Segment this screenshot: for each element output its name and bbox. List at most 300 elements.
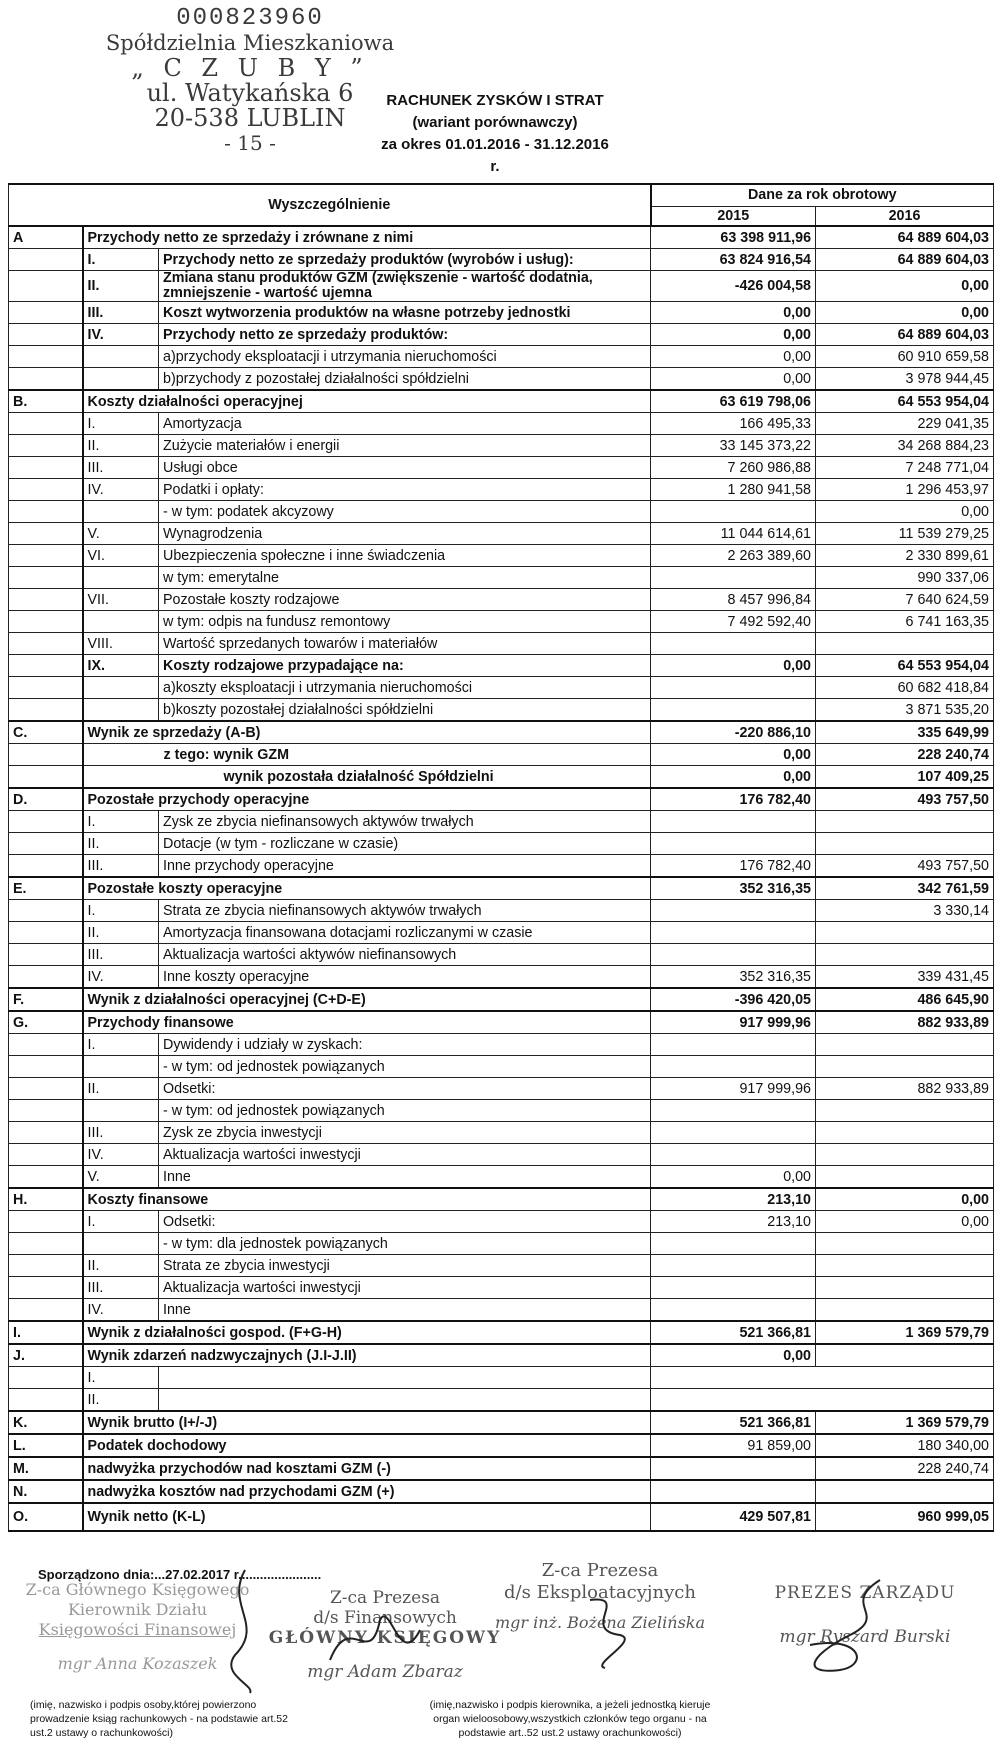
row-roman-index: IV.	[83, 479, 159, 501]
row-section-letter: I.	[9, 1321, 83, 1344]
table-row	[9, 1166, 994, 1189]
row-section-letter	[9, 1389, 83, 1412]
row-section-letter	[9, 1233, 83, 1255]
table-row	[9, 368, 994, 391]
value-2016: 7 640 624,59	[816, 589, 994, 611]
row-label: Odsetki:	[159, 1078, 651, 1100]
table-row	[9, 1344, 994, 1367]
value-2016: 6 741 163,35	[816, 611, 994, 633]
row-roman-index: II.	[83, 922, 159, 944]
value-2015	[651, 1100, 816, 1122]
row-roman-index: I.	[83, 413, 159, 435]
row-section-letter: L.	[9, 1434, 83, 1457]
value-2016: 180 340,00	[816, 1434, 994, 1457]
value-2015	[651, 1233, 816, 1255]
row-label: a)koszty eksploatacji i utrzymania nieruchomości	[159, 677, 651, 699]
row-label: Zysk ze zbycia inwestycji	[159, 1122, 651, 1144]
value-2016	[816, 922, 994, 944]
value-2016: 3 330,14	[816, 900, 994, 922]
note-accountant: (imię, nazwisko i podpis osoby,której powierzono prowadzenie ksiąg rachunkowych - na podstawie art.52 ust.2 ustawy o rachunkowości)	[30, 1699, 288, 1739]
row-label: Wynik z działalności gospod. (F+G-H)	[83, 1321, 651, 1344]
table-row	[9, 413, 994, 435]
row-label: Wynik ze sprzedaży (A-B)	[83, 721, 651, 744]
row-label	[159, 1367, 651, 1389]
row-section-letter	[9, 944, 83, 966]
row-section-letter	[9, 1367, 83, 1389]
value-2016: 60 910 659,58	[816, 346, 994, 368]
row-roman-index: V.	[83, 1166, 159, 1189]
value-2015: 0,00	[651, 744, 816, 766]
value-2016: 1 369 579,79	[816, 1411, 994, 1434]
value-2015	[651, 633, 816, 655]
value-2016	[816, 1100, 994, 1122]
row-roman-index: IV.	[83, 1144, 159, 1166]
document-title	[375, 90, 615, 178]
table-row	[9, 249, 994, 271]
row-roman-index: IV.	[83, 324, 159, 346]
table-row	[9, 1255, 994, 1277]
value-2016: 107 409,25	[816, 766, 994, 789]
row-section-letter	[9, 1056, 83, 1078]
table-row	[9, 567, 994, 589]
row-label: a)przychody eksploatacji i utrzymania nieruchomości	[159, 346, 651, 368]
table-row	[9, 226, 994, 249]
value-2016	[816, 1277, 994, 1299]
value-2015	[651, 677, 816, 699]
value-2016: 229 041,35	[816, 413, 994, 435]
value-2016: 486 645,90	[816, 988, 994, 1011]
value-2015: 521 366,81	[651, 1411, 816, 1434]
value-2016: 0,00	[816, 1188, 994, 1211]
value-2016: 7 248 771,04	[816, 457, 994, 479]
table-row	[9, 833, 994, 855]
table-row	[9, 501, 994, 523]
value-2015: 63 824 916,54	[651, 249, 816, 271]
row-roman-index	[83, 567, 159, 589]
table-row	[9, 302, 994, 324]
row-label: Koszt wytworzenia produktów na własne potrzeby jednostki	[159, 302, 651, 324]
table-row	[9, 1277, 994, 1299]
row-label: - w tym: dla jednostek powiązanych	[159, 1233, 651, 1255]
row-roman-index	[83, 677, 159, 699]
row-section-letter	[9, 855, 83, 878]
statement-rows	[9, 226, 994, 1531]
stamp-org-short: „ C Z U B Y ”	[131, 54, 369, 82]
table-row	[9, 1078, 994, 1100]
value-2015	[651, 1144, 816, 1166]
row-roman-index: III.	[83, 1277, 159, 1299]
row-roman-index: IV.	[83, 966, 159, 989]
value-2015	[651, 567, 816, 589]
row-section-letter: F.	[9, 988, 83, 1011]
value-2015: 176 782,40	[651, 855, 816, 878]
value-2015	[651, 900, 816, 922]
row-label: nadwyżka przychodów nad kosztami GZM (-)	[83, 1457, 651, 1480]
row-label: Przychody netto ze sprzedaży produktów (wyrobów i usług):	[159, 249, 651, 271]
table-row	[9, 699, 994, 722]
row-section-letter	[9, 567, 83, 589]
stamp-street: ul. Watykańska 6	[146, 79, 354, 107]
row-label: Przychody finansowe	[83, 1011, 651, 1034]
value-2015	[651, 1122, 816, 1144]
table-row	[9, 523, 994, 545]
table-row	[9, 435, 994, 457]
row-roman-index: II.	[83, 1255, 159, 1277]
row-section-letter: B.	[9, 390, 83, 413]
signature-4-icon	[780, 1575, 900, 1685]
value-2016: 11 539 279,25	[816, 523, 994, 545]
stamp-page: - 15 -	[224, 131, 276, 155]
value-2015	[651, 1034, 816, 1056]
row-section-letter	[9, 589, 83, 611]
signature-1-icon	[215, 1565, 275, 1695]
value-2015: 8 457 996,84	[651, 589, 816, 611]
row-section-letter: N.	[9, 1480, 83, 1503]
value-2015	[651, 811, 816, 833]
table-row	[9, 545, 994, 567]
row-roman-index	[83, 611, 159, 633]
value-2016	[816, 1144, 994, 1166]
row-section-letter	[9, 249, 83, 271]
row-section-letter: M.	[9, 1457, 83, 1480]
row-section-letter	[9, 368, 83, 391]
value-2015: 1 280 941,58	[651, 479, 816, 501]
row-label: Dotacje (w tym - rozliczane w czasie)	[159, 833, 651, 855]
table-row	[9, 1367, 994, 1389]
row-label: Koszty rodzajowe przypadające na:	[159, 655, 651, 677]
row-roman-index	[83, 1100, 159, 1122]
title-variant: (wariant porównawczy)	[412, 114, 578, 131]
row-section-letter	[9, 655, 83, 677]
value-2015	[651, 922, 816, 944]
row-label: Dywidendy i udziały w zyskach:	[159, 1034, 651, 1056]
row-roman-index: I.	[83, 1367, 159, 1389]
row-label	[159, 1389, 651, 1412]
signature-3-icon	[570, 1590, 640, 1670]
value-2016: 64 553 954,04	[816, 390, 994, 413]
value-2016	[816, 1233, 994, 1255]
income-statement-table	[8, 183, 994, 1532]
row-roman-index: I.	[83, 900, 159, 922]
row-section-letter: H.	[9, 1188, 83, 1211]
table-row	[9, 457, 994, 479]
signature-footer	[0, 1560, 1000, 1744]
row-section-letter	[9, 677, 83, 699]
value-2015	[651, 1367, 816, 1389]
value-2015: 0,00	[651, 346, 816, 368]
value-2016	[816, 1389, 994, 1412]
row-section-letter	[9, 1255, 83, 1277]
row-label: b)przychody z pozostałej działalności spółdzielni	[159, 368, 651, 391]
title-period: za okres 01.01.2016 - 31.12.2016 r.	[381, 136, 609, 175]
value-2015: 166 495,33	[651, 413, 816, 435]
row-section-letter	[9, 545, 83, 567]
value-2015	[651, 501, 816, 523]
row-roman-index: VI.	[83, 545, 159, 567]
row-section-letter	[9, 435, 83, 457]
value-2016	[816, 811, 994, 833]
value-2015: 0,00	[651, 655, 816, 677]
row-label: Amortyzacja	[159, 413, 651, 435]
table-row	[9, 1503, 994, 1531]
table-row	[9, 900, 994, 922]
table-row	[9, 744, 994, 766]
note-management: (imię,nazwisko i podpis kierownika, a jeżeli jednostką kieruje organ wieloosobowy,wszystkich członków tego organu - na podstawie art..52 ust.2 ustawy orachunkowości)	[429, 1699, 711, 1739]
value-2015: -426 004,58	[651, 271, 816, 302]
row-section-letter	[9, 744, 83, 766]
row-label: Przychody netto ze sprzedaży i zrównane z nimi	[83, 226, 651, 249]
table-row	[9, 1011, 994, 1034]
value-2015	[651, 1480, 816, 1503]
row-section-letter: D.	[9, 788, 83, 811]
header-year-2016: 2016	[816, 206, 994, 226]
row-section-letter	[9, 479, 83, 501]
value-2016	[816, 1056, 994, 1078]
row-roman-index: I.	[83, 1211, 159, 1233]
row-label: wynik pozostała działalność Spółdzielni	[83, 766, 651, 789]
value-2016	[816, 944, 994, 966]
row-section-letter: E.	[9, 877, 83, 900]
row-label: - w tym: od jednostek powiązanych	[159, 1100, 651, 1122]
table-row	[9, 1034, 994, 1056]
row-label: Strata ze zbycia niefinansowych aktywów trwałych	[159, 900, 651, 922]
row-label: Aktualizacja wartości aktywów niefinansowych	[159, 944, 651, 966]
row-section-letter	[9, 1277, 83, 1299]
row-label: Koszty finansowe	[83, 1188, 651, 1211]
value-2015	[651, 1389, 816, 1412]
value-2015	[651, 699, 816, 722]
value-2016	[816, 1166, 994, 1189]
row-label: Podatki i opłaty:	[159, 479, 651, 501]
value-2015: 11 044 614,61	[651, 523, 816, 545]
row-label: Pozostałe przychody operacyjne	[83, 788, 651, 811]
row-roman-index: I.	[83, 1034, 159, 1056]
value-2015: 0,00	[651, 766, 816, 789]
row-section-letter	[9, 302, 83, 324]
table-row	[9, 479, 994, 501]
value-2015	[651, 1299, 816, 1322]
row-roman-index	[83, 368, 159, 391]
value-2016: 0,00	[816, 1211, 994, 1233]
row-section-letter	[9, 413, 83, 435]
row-section-letter	[9, 324, 83, 346]
value-2015: 33 145 373,22	[651, 435, 816, 457]
value-2016	[816, 633, 994, 655]
value-2016: 64 889 604,03	[816, 324, 994, 346]
value-2016: 2 330 899,61	[816, 545, 994, 567]
table-row	[9, 1434, 994, 1457]
value-2016: 3 871 535,20	[816, 699, 994, 722]
row-section-letter	[9, 1166, 83, 1189]
row-label: b)koszty pozostałej działalności spółdzielni	[159, 699, 651, 722]
table-row	[9, 1480, 994, 1503]
table-row	[9, 324, 994, 346]
value-2015: 213,10	[651, 1188, 816, 1211]
row-roman-index: II.	[83, 271, 159, 302]
row-label: Inne koszty operacyjne	[159, 966, 651, 989]
title-main: RACHUNEK ZYSKÓW I STRAT	[386, 92, 604, 109]
table-row	[9, 1389, 994, 1412]
value-2015: 7 492 592,40	[651, 611, 816, 633]
value-2015: 0,00	[651, 368, 816, 391]
value-2016	[816, 833, 994, 855]
row-section-letter	[9, 1078, 83, 1100]
table-row	[9, 346, 994, 368]
header-year-2015: 2015	[651, 206, 816, 226]
row-label: Podatek dochodowy	[83, 1434, 651, 1457]
row-roman-index	[83, 346, 159, 368]
header-description: Wyszczególnienie	[9, 184, 651, 226]
value-2015	[651, 1056, 816, 1078]
row-section-letter	[9, 1299, 83, 1322]
value-2016: 882 933,89	[816, 1011, 994, 1034]
value-2016: 64 889 604,03	[816, 249, 994, 271]
row-label: Amortyzacja finansowana dotacjami rozliczanymi w czasie	[159, 922, 651, 944]
value-2015: 917 999,96	[651, 1078, 816, 1100]
row-label: Wynagrodzenia	[159, 523, 651, 545]
table-row	[9, 589, 994, 611]
value-2015	[651, 833, 816, 855]
row-section-letter	[9, 900, 83, 922]
row-roman-index: III.	[83, 944, 159, 966]
signature-2-icon	[320, 1600, 430, 1680]
row-roman-index: II.	[83, 435, 159, 457]
value-2016: 0,00	[816, 271, 994, 302]
row-label: Przychody netto ze sprzedaży produktów:	[159, 324, 651, 346]
row-roman-index	[83, 1056, 159, 1078]
table-row	[9, 1321, 994, 1344]
row-roman-index: I.	[83, 249, 159, 271]
row-label: Inne	[159, 1166, 651, 1189]
row-roman-index: III.	[83, 457, 159, 479]
row-section-letter	[9, 457, 83, 479]
value-2016	[816, 1034, 994, 1056]
value-2016	[816, 1255, 994, 1277]
stamp-number: 000823960	[176, 5, 324, 32]
value-2016	[816, 1122, 994, 1144]
value-2015: 0,00	[651, 324, 816, 346]
value-2016: 990 337,06	[816, 567, 994, 589]
row-roman-index	[83, 1233, 159, 1255]
value-2015: 917 999,96	[651, 1011, 816, 1034]
prepared-date: Sporządzono dnia:...27.02.2017 r.......................	[38, 1567, 322, 1582]
table-row	[9, 1144, 994, 1166]
value-2016: 34 268 884,23	[816, 435, 994, 457]
value-2016: 3 978 944,45	[816, 368, 994, 391]
value-2016: 228 240,74	[816, 1457, 994, 1480]
table-row	[9, 1100, 994, 1122]
row-roman-index: II.	[83, 1389, 159, 1412]
row-roman-index: II.	[83, 833, 159, 855]
row-label: Pozostałe koszty rodzajowe	[159, 589, 651, 611]
value-2015: 2 263 389,60	[651, 545, 816, 567]
row-label: Aktualizacja wartości inwestycji	[159, 1277, 651, 1299]
table-row	[9, 1056, 994, 1078]
row-roman-index: I.	[83, 811, 159, 833]
row-section-letter: O.	[9, 1503, 83, 1531]
row-label: - w tym: od jednostek powiązanych	[159, 1056, 651, 1078]
row-section-letter: A	[9, 226, 83, 249]
value-2016: 335 649,99	[816, 721, 994, 744]
row-section-letter	[9, 811, 83, 833]
table-row	[9, 855, 994, 878]
table-row	[9, 766, 994, 789]
row-roman-index: IX.	[83, 655, 159, 677]
row-section-letter	[9, 271, 83, 302]
header-years-group: Dane za rok obrotowy	[651, 184, 994, 206]
table-row	[9, 788, 994, 811]
row-label: Ubezpieczenia społeczne i inne świadczenia	[159, 545, 651, 567]
row-label: Zysk ze zbycia niefinansowych aktywów trwałych	[159, 811, 651, 833]
row-label: Wartość sprzedanych towarów i materiałów	[159, 633, 651, 655]
value-2016: 960 999,05	[816, 1503, 994, 1531]
value-2016	[816, 1480, 994, 1503]
value-2016	[816, 1344, 994, 1367]
stamp-deputy-president-operations: Z-ca Prezesa d/s Eksploatacyjnych mgr inż. Bożena Zielińska	[494, 1560, 706, 1632]
row-label: Wynik brutto (I+/-J)	[83, 1411, 651, 1434]
value-2015	[651, 944, 816, 966]
value-2015: -220 886,10	[651, 721, 816, 744]
value-2015	[651, 1255, 816, 1277]
value-2016: 493 757,50	[816, 855, 994, 878]
value-2015: 176 782,40	[651, 788, 816, 811]
row-roman-index: IV.	[83, 1299, 159, 1322]
table-row	[9, 1211, 994, 1233]
row-section-letter	[9, 699, 83, 722]
table-row	[9, 390, 994, 413]
row-section-letter: K.	[9, 1411, 83, 1434]
row-section-letter	[9, 611, 83, 633]
row-roman-index: III.	[83, 1122, 159, 1144]
row-label: Zużycie materiałów i energii	[159, 435, 651, 457]
value-2016: 0,00	[816, 501, 994, 523]
table-row	[9, 1411, 994, 1434]
stamp-city: 20-538 LUBLIN	[154, 104, 346, 132]
value-2015: 91 859,00	[651, 1434, 816, 1457]
table-row	[9, 811, 994, 833]
value-2015	[651, 1277, 816, 1299]
row-label: nadwyżka kosztów nad przychodami GZM (+)	[83, 1480, 651, 1503]
row-label: z tego: wynik GZM	[83, 744, 651, 766]
value-2015: 352 316,35	[651, 877, 816, 900]
row-label: Koszty działalności operacyjnej	[83, 390, 651, 413]
table-row	[9, 721, 994, 744]
table-row	[9, 633, 994, 655]
row-roman-index: III.	[83, 302, 159, 324]
value-2016: 1 369 579,79	[816, 1321, 994, 1344]
row-roman-index: VIII.	[83, 633, 159, 655]
row-section-letter: J.	[9, 1344, 83, 1367]
stamp-deputy-president-finance: Z-ca Prezesa d/s Finansowych GŁÓWNY KSIĘGOWY mgr Adam Zbaraz	[268, 1588, 502, 1682]
value-2016: 228 240,74	[816, 744, 994, 766]
table-row	[9, 1457, 994, 1480]
value-2015: 521 366,81	[651, 1321, 816, 1344]
row-label: Pozostałe koszty operacyjne	[83, 877, 651, 900]
table-row	[9, 877, 994, 900]
row-section-letter: G.	[9, 1011, 83, 1034]
value-2016: 493 757,50	[816, 788, 994, 811]
value-2016: 339 431,45	[816, 966, 994, 989]
row-label: Usługi obce	[159, 457, 651, 479]
stamp-deputy-chief-accountant: Z-ca Głównego Księgowego Kierownik Działu Księgowości Finansowej mgr Anna Kozaszek	[25, 1580, 250, 1673]
table-row	[9, 1299, 994, 1322]
row-section-letter	[9, 833, 83, 855]
row-section-letter	[9, 1211, 83, 1233]
value-2016: 1 296 453,97	[816, 479, 994, 501]
table-row	[9, 944, 994, 966]
table-row	[9, 922, 994, 944]
row-roman-index: VII.	[83, 589, 159, 611]
